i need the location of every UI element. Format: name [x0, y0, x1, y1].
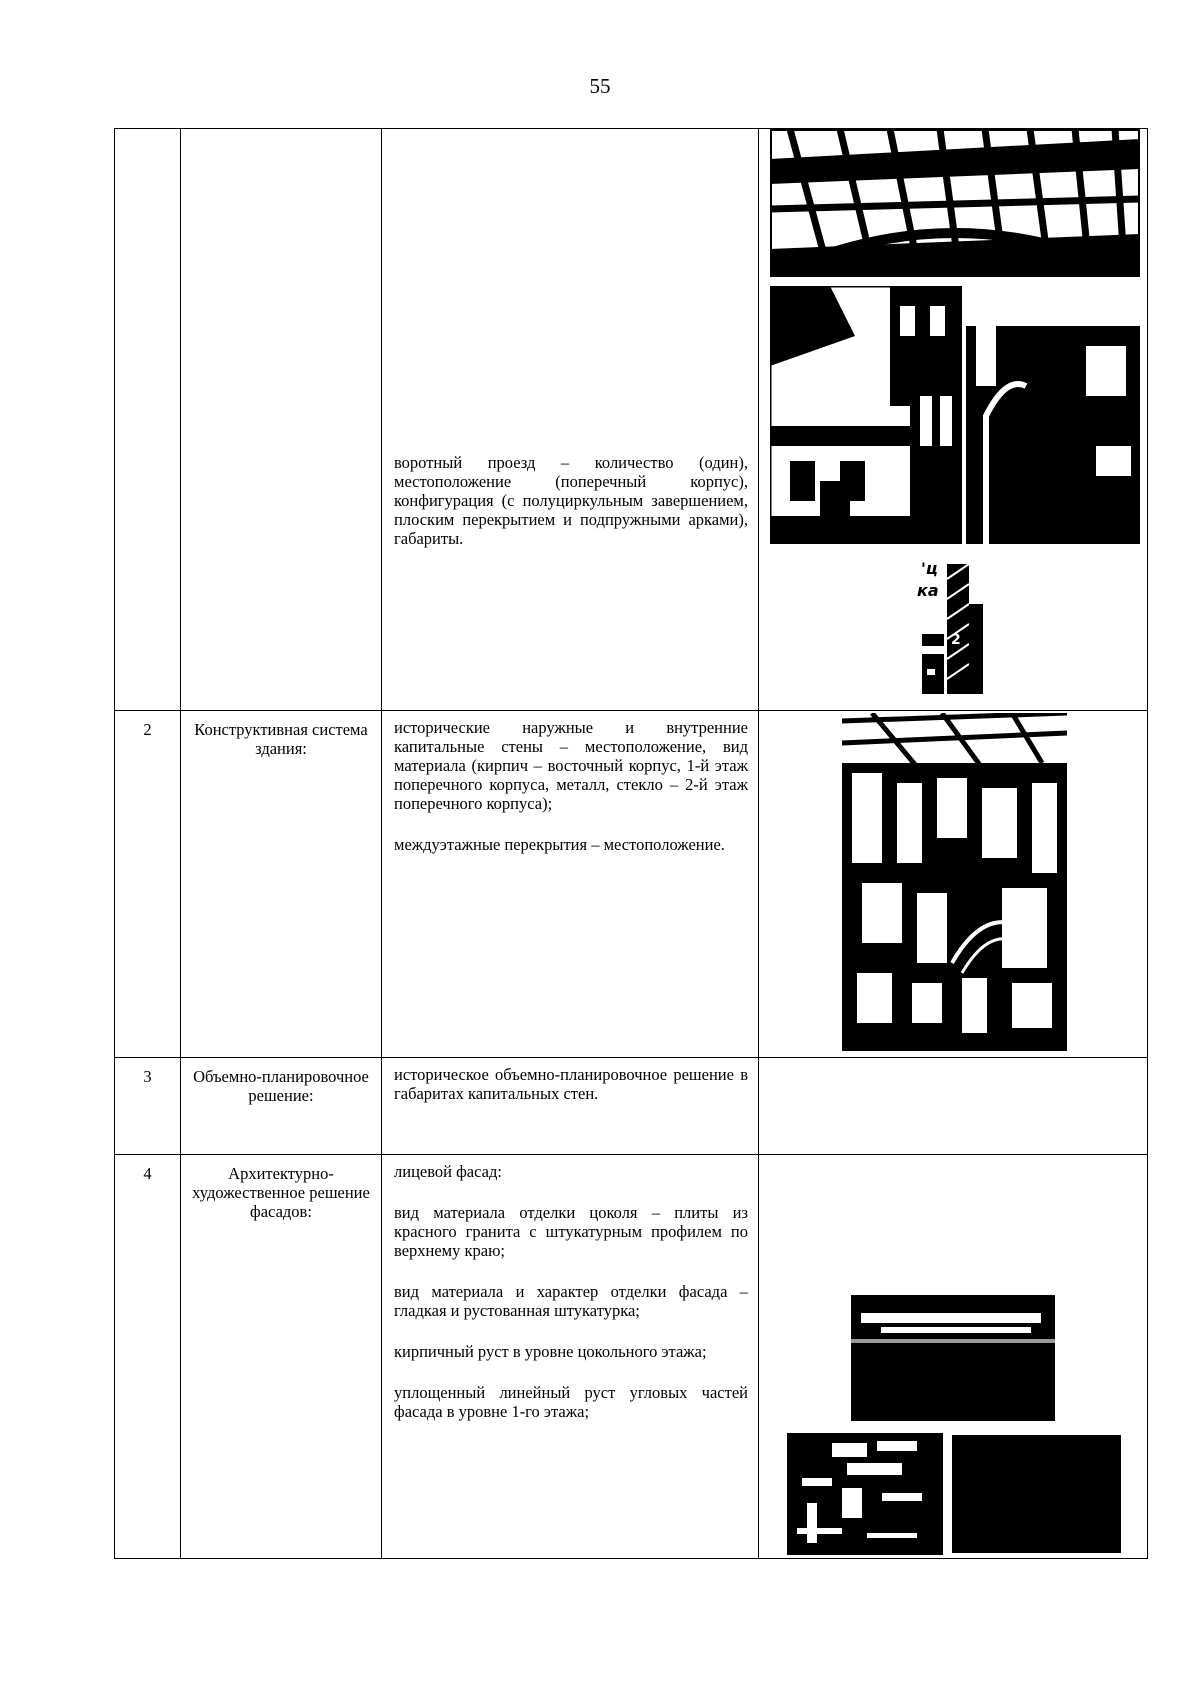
plan-fragment-drawing: [917, 559, 989, 699]
plan-label: ка: [917, 581, 939, 600]
row-name: [181, 129, 382, 711]
row-description-text: [382, 129, 758, 548]
rustication-photo: [787, 1433, 943, 1555]
row-number: 4: [115, 1155, 181, 1559]
row-description: [382, 1058, 759, 1155]
description-paragraph: воротный проезд – количество (один), местоположение (поперечный корпус), конфигурация (с полуциркульным завершением, плоским перекрытием и подпружными арками), габариты.: [394, 453, 748, 548]
table-row: [115, 1058, 1148, 1155]
row-description: [382, 711, 759, 1058]
row-number: 3: [115, 1058, 181, 1155]
row-number: 2: [115, 711, 181, 1058]
page-number: 55: [589, 74, 611, 98]
table-row: [115, 129, 1148, 711]
corner-rustication-photo: [952, 1435, 1121, 1553]
description-paragraph: уплощенный линейный руст угловых частей фасада в уровне 1-го этажа;: [394, 1383, 748, 1421]
protected-features-table: [114, 128, 1148, 1559]
gateway-arch-photo: [966, 286, 1140, 544]
table-row: [115, 1155, 1148, 1559]
row-name: Объемно-планировочное решение:: [181, 1058, 382, 1155]
row-name: Архитектурно-художественное решение фасадов:: [181, 1155, 382, 1559]
glass-gallery-photo: [842, 713, 1067, 1051]
row-description: [382, 129, 759, 711]
courtyard-photo: [770, 286, 962, 544]
description-paragraph: лицевой фасад:: [394, 1162, 502, 1181]
glass-roof-photo: [770, 129, 1140, 277]
description-paragraph: вид материала отделки цоколя – плиты из красного гранита с штукатурным профилем по верхнему краю;: [394, 1203, 748, 1260]
row-images: [759, 1058, 1148, 1155]
description-paragraph: историческое объемно-планировочное решение в габаритах капитальных стен.: [394, 1065, 748, 1103]
row-images: [759, 1155, 1148, 1559]
description-paragraph: исторические наружные и внутренние капитальные стены – местоположение, вид материала (кирпич – восточный корпус, 1-й этаж поперечного корпуса, металл, стекло – 2-й этаж поперечного корпуса);: [394, 718, 748, 813]
row-description: [382, 1155, 759, 1559]
plan-label: 'ц: [921, 559, 938, 578]
description-paragraph: кирпичный руст в уровне цокольного этажа;: [394, 1342, 707, 1361]
table-row: [115, 711, 1148, 1058]
row-name: Конструктивная система здания:: [181, 711, 382, 1058]
plan-label: 2: [951, 632, 961, 648]
row-number: [115, 129, 181, 711]
plinth-detail-photo: [851, 1295, 1055, 1421]
description-paragraph: вид материала и характер отделки фасада – гладкая и рустованная штукатурка;: [394, 1282, 748, 1320]
row-images: [759, 129, 1148, 711]
description-paragraph: междуэтажные перекрытия – местоположение.: [394, 835, 725, 854]
row-images: [759, 711, 1148, 1058]
